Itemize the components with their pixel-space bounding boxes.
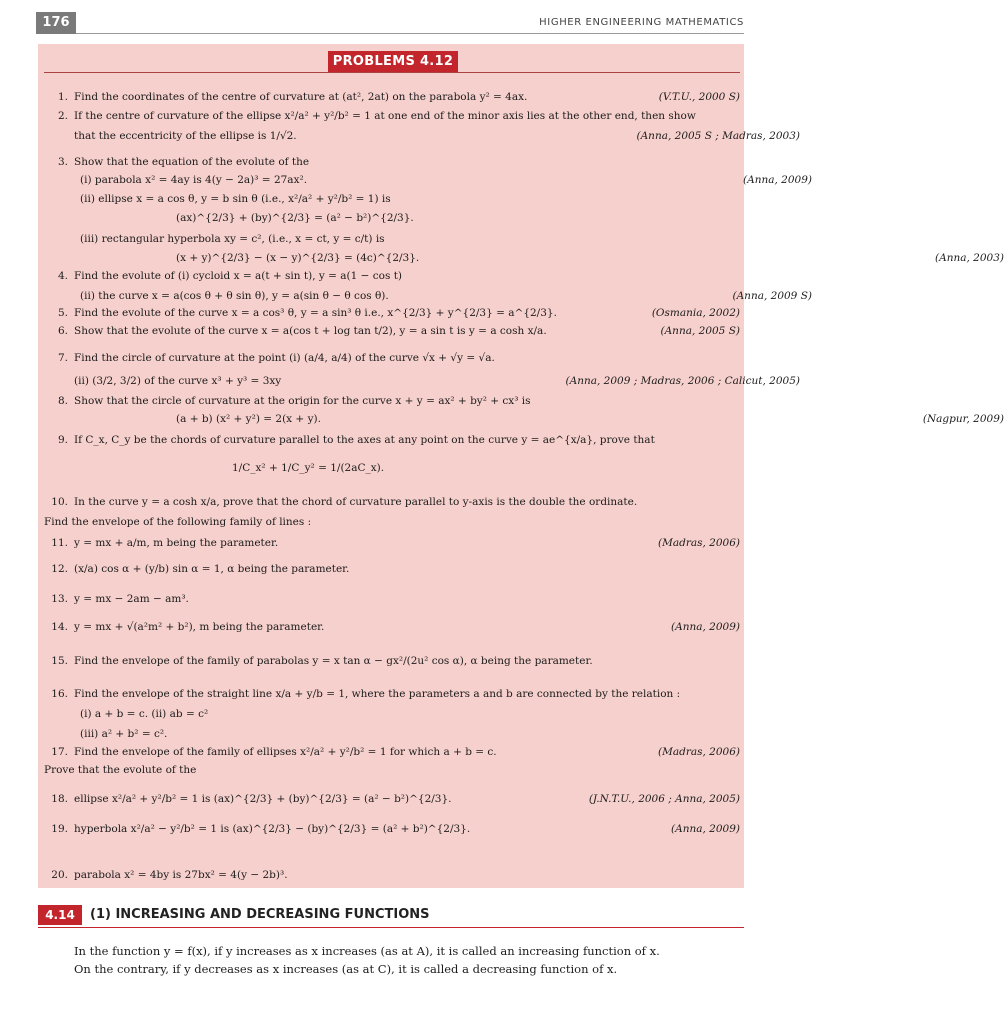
problem-text: hyperbola x²/a² − y²/b² = 1 is (ax)^{2/3} − (by)^{2/3} = (a² + b²)^{2/3}. [74,823,471,835]
problem-reference: (Anna, 2009 S) [732,290,812,302]
problem-text: that the eccentricity of the ellipse is 1/√2. [74,130,297,142]
problem-line [44,655,740,668]
problem-reference: (Madras, 2006) [658,537,740,549]
problem-text: (a + b) (x² + y²) = 2(x + y). [176,413,321,425]
body-line-2: On the contrary, if y decreases as x increases (as at C), it is called a decreasing function of x. [74,962,618,976]
problem-line [44,793,740,806]
problem-number: 14. [51,621,68,633]
problem-number: 5. [57,307,68,319]
problem-text: Find the evolute of (i) cycloid x = a(t + sin t), y = a(1 − cos t) [74,270,403,282]
problem-line [232,462,928,475]
problem-text: In the curve y = a cosh x/a, prove that the chord of curvature parallel to y-axis is the double the ordinate. [74,496,638,508]
header-rule [76,33,744,34]
problem-line [44,563,740,576]
page-number: 176 [36,12,76,34]
problems-title: PROBLEMS 4.12 [328,51,458,73]
problem-text: (ii) (3/2, 3/2) of the curve x³ + y³ = 3xy [74,375,282,387]
problem-number: 6. [57,325,68,337]
problem-text: Find the circle of curvature at the point (i) (a/4, a/4) of the curve √x + √y = √a. [74,352,495,364]
problem-number: 9. [57,434,68,446]
running-head: HIGHER ENGINEERING MATHEMATICS [539,17,744,28]
problem-reference: (Anna, 2005 S ; Madras, 2003) [636,130,800,142]
problem-text: Show that the evolute of the curve x = a(cos t + log tan t/2), y = a sin t is y = a cosh x/a. [74,325,547,337]
problem-text: y = mx + a/m, m being the parameter. [74,537,279,549]
problem-text: Show that the circle of curvature at the origin for the curve x + y = ax² + by² + cx³ is [74,395,531,407]
problem-line [44,156,740,169]
problem-line [44,764,740,777]
problem-number: 12. [51,563,68,575]
problem-text: Find the evolute of the curve x = a cos³ θ, y = a sin³ θ i.e., x^{2/3} + y^{2/3} = a^{2/3}. [74,307,557,319]
problem-text: (ax)^{2/3} + (by)^{2/3} = (a² − b²)^{2/3}. [176,212,414,224]
problem-reference: (Anna, 2009) [671,621,740,633]
problem-text: (iii) a² + b² = c². [80,728,168,740]
problem-line [44,307,740,320]
problem-line [44,91,740,104]
problem-line [44,434,740,447]
problem-text: Prove that the evolute of the [44,764,197,776]
problem-number: 8. [57,395,68,407]
problem-text: (ii) ellipse x = a cos θ, y = b sin θ (i.e., x²/a² + y²/b² = 1) is [80,193,391,205]
problem-number: 3. [57,156,68,168]
problem-number: 19. [51,823,68,835]
problem-line [44,869,740,882]
problem-text: ellipse x²/a² + y²/b² = 1 is (ax)^{2/3} + (by)^{2/3} = (a² − b²)^{2/3}. [74,793,452,805]
problem-line [44,352,740,365]
problem-number: 13. [51,593,68,605]
problem-line [80,233,776,246]
problem-reference: (Osmania, 2002) [651,307,740,319]
problem-line [44,516,740,529]
problem-text: Find the envelope of the following family of lines : [44,516,312,528]
problem-line [44,537,740,550]
problem-number: 7. [57,352,68,364]
problem-text: (ii) the curve x = a(cos θ + θ sin θ), y = a(sin θ − θ cos θ). [80,290,389,302]
problem-text: Find the envelope of the straight line x/a + y/b = 1, where the parameters a and b are connected by the relation : [74,688,681,700]
problem-line [80,290,812,303]
problem-line [44,325,740,338]
page-header [36,12,744,36]
problem-number: 1. [57,91,68,103]
problem-reference: (V.T.U., 2000 S) [658,91,740,103]
problems-rule [44,72,740,73]
problem-number: 20. [51,869,68,881]
problem-line [44,746,740,759]
problem-text: (iii) rectangular hyperbola xy = c², (i.e., x = ct, y = c/t) is [80,233,385,245]
section-title: (1) INCREASING AND DECREASING FUNCTIONS [90,907,430,922]
problem-line [80,708,776,721]
problem-reference: (Anna, 2009 ; Madras, 2006 ; Calicut, 2005) [565,375,800,387]
problem-text: Find the coordinates of the centre of curvature at (at², 2at) on the parabola y² = 4ax. [74,91,528,103]
problem-line [74,130,800,143]
problem-text: (i) a + b = c. (ii) ab = c² [80,708,209,720]
problem-line [176,413,1004,426]
problem-line [80,193,776,206]
problem-line [44,621,740,634]
problem-reference: (Madras, 2006) [658,746,740,758]
problem-line [44,395,740,408]
problem-text: Show that the equation of the evolute of the [74,156,310,168]
problem-text: y = mx − 2am − am³. [74,593,189,605]
problem-text: If C_x, C_y be the chords of curvature parallel to the axes at any point on the curve y = ae^{x/a}, prove that [74,434,655,446]
problem-line [80,728,776,741]
problem-number: 15. [51,655,68,667]
problem-reference: (Anna, 2005 S) [660,325,740,337]
problem-number: 17. [51,746,68,758]
problem-number: 4. [57,270,68,282]
section-rule [38,927,744,928]
problem-number: 16. [51,688,68,700]
problem-line [44,270,740,283]
problem-reference: (Anna, 2003) [935,252,1004,264]
problem-number: 18. [51,793,68,805]
problem-line [176,212,872,225]
problem-number: 10. [51,496,68,508]
problem-text: (x + y)^{2/3} − (x − y)^{2/3} = (4c)^{2/3}. [176,252,420,264]
problem-text: parabola x² = 4by is 27bx² = 4(y − 2b)³. [74,869,288,881]
problem-number: 11. [51,537,68,549]
problem-reference: (Anna, 2009) [743,174,812,186]
problem-text: (x/a) cos α + (y/b) sin α = 1, α being the parameter. [74,563,350,575]
problem-number: 2. [57,110,68,122]
problem-reference: (J.N.T.U., 2006 ; Anna, 2005) [588,793,740,805]
problem-line [80,174,812,187]
problem-text: Find the envelope of the family of parabolas y = x tan α − gx²/(2u² cos α), α being the parameter. [74,655,593,667]
problem-line [44,688,740,701]
section-heading [38,904,744,926]
problem-text: y = mx + √(a²m² + b²), m being the parameter. [74,621,325,633]
problem-line [44,823,740,836]
problem-reference: (Anna, 2009) [671,823,740,835]
body-line-1: In the function y = f(x), if y increases as x increases (as at A), it is called an increasing function of x. [74,944,660,958]
problem-line [44,593,740,606]
problem-line [44,110,740,123]
problem-reference: (Nagpur, 2009) [922,413,1004,425]
section-number: 4.14 [38,905,82,925]
problem-text: 1/C_x² + 1/C_y² = 1/(2aC_x). [232,462,385,474]
problem-text: (i) parabola x² = 4ay is 4(y − 2a)³ = 27ax². [80,174,308,186]
problem-line [176,252,1004,265]
problem-line [74,375,800,388]
problem-line [44,496,740,509]
problem-text: If the centre of curvature of the ellipse x²/a² + y²/b² = 1 at one end of the minor axis lies at the other end, then show [74,110,696,122]
problem-text: Find the envelope of the family of ellipses x²/a² + y²/b² = 1 for which a + b = c. [74,746,497,758]
